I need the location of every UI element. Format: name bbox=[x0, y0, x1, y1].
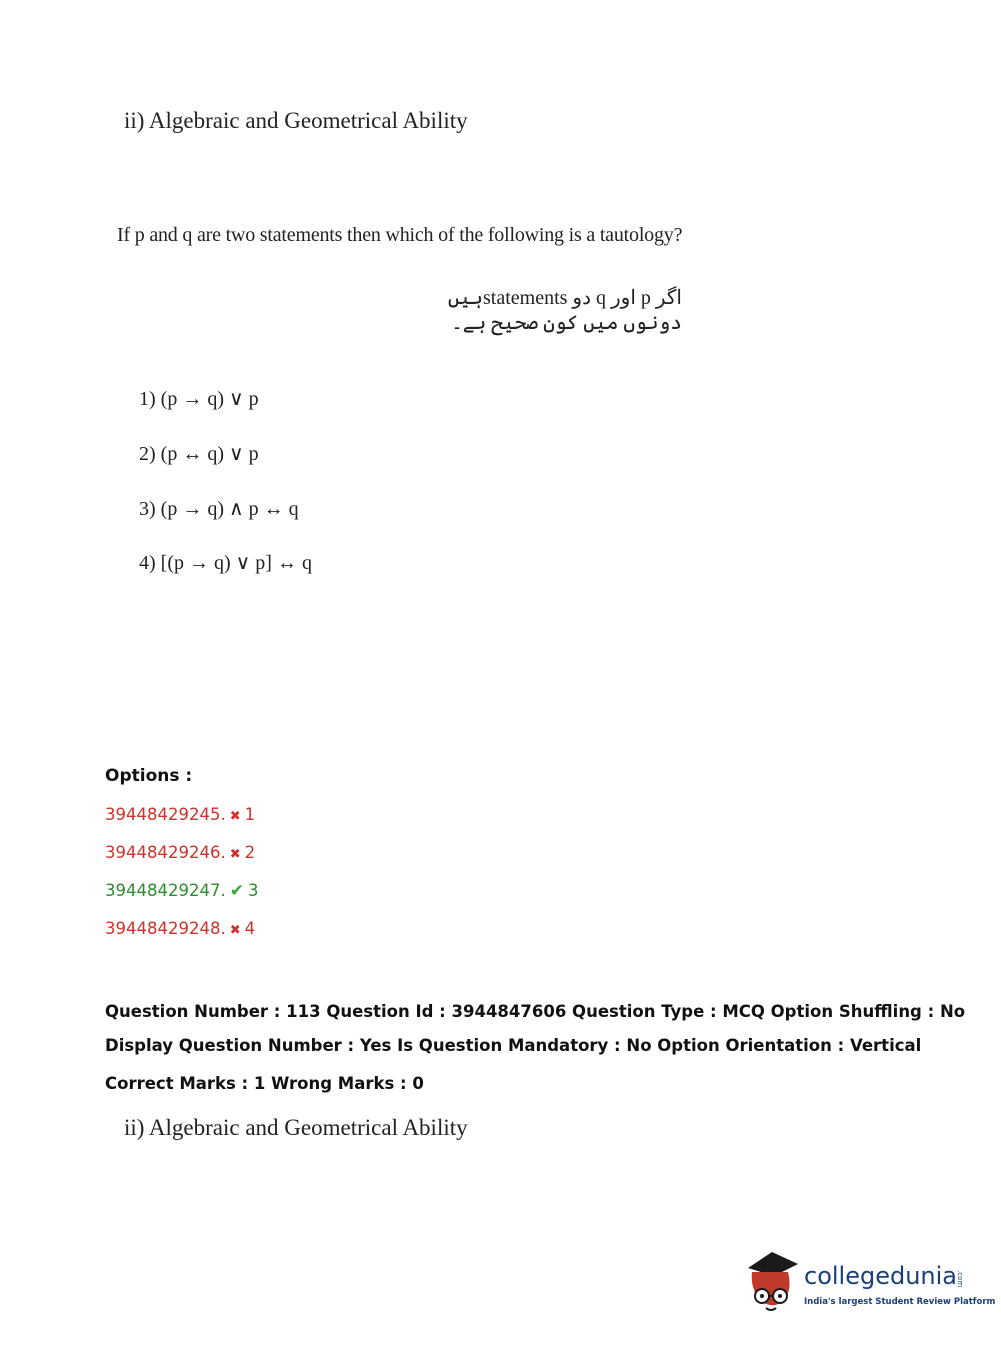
choice-4: 4) [(p → q) ∨ p] ↔ q bbox=[139, 552, 312, 574]
logo-tagline: India's largest Student Review Platform bbox=[804, 1297, 996, 1307]
option-value: 3 bbox=[247, 881, 259, 900]
footer-section-title: ii) Algebraic and Geometrical Ability bbox=[124, 1115, 468, 1140]
choice-1: 1) (p → q) ∨ p bbox=[139, 388, 259, 410]
logo-suffix: .com bbox=[956, 1270, 964, 1288]
choice-2: 2) (p ↔ q) ∨ p bbox=[139, 443, 259, 465]
question-meta-line-3: Correct Marks : 1 Wrong Marks : 0 bbox=[105, 1074, 424, 1093]
option-id: 39448429247. bbox=[105, 881, 226, 900]
option-value: 1 bbox=[244, 805, 256, 824]
logo-wordmark: collegedunia bbox=[804, 1262, 958, 1290]
choice-3: 3) (p → q) ∧ p ↔ q bbox=[139, 498, 299, 520]
cross-icon: ✖ bbox=[229, 809, 241, 824]
option-row bbox=[105, 919, 255, 938]
cross-icon: ✖ bbox=[229, 847, 241, 862]
question-meta-line-2: Display Question Number : Yes Is Question Mandatory : No Option Orientation : Vertical bbox=[105, 1036, 922, 1055]
option-id: 39448429248. bbox=[105, 919, 226, 938]
options-label: Options : bbox=[105, 766, 193, 786]
option-id: 39448429245. bbox=[105, 805, 226, 824]
mascot-icon bbox=[742, 1250, 802, 1320]
question-text-en: If p and q are two statements then which of the following is a tautology? bbox=[117, 224, 683, 246]
section-title: ii) Algebraic and Geometrical Ability bbox=[124, 108, 468, 133]
option-value: 4 bbox=[244, 919, 256, 938]
question-text-ur: اگر p اور q دو statementsہیں دونوں میں کون صحیح ہے۔ bbox=[447, 287, 682, 334]
option-id: 39448429246. bbox=[105, 843, 226, 862]
option-row bbox=[105, 805, 255, 824]
option-value: 2 bbox=[244, 843, 256, 862]
option-row bbox=[105, 881, 258, 901]
question-meta-line-1: Question Number : 113 Question Id : 3944847606 Question Type : MCQ Option Shuffling : No bbox=[105, 1002, 966, 1021]
check-icon: ✔ bbox=[229, 881, 244, 901]
collegedunia-logo bbox=[742, 1250, 996, 1320]
cross-icon: ✖ bbox=[229, 923, 241, 938]
option-row bbox=[105, 843, 255, 862]
